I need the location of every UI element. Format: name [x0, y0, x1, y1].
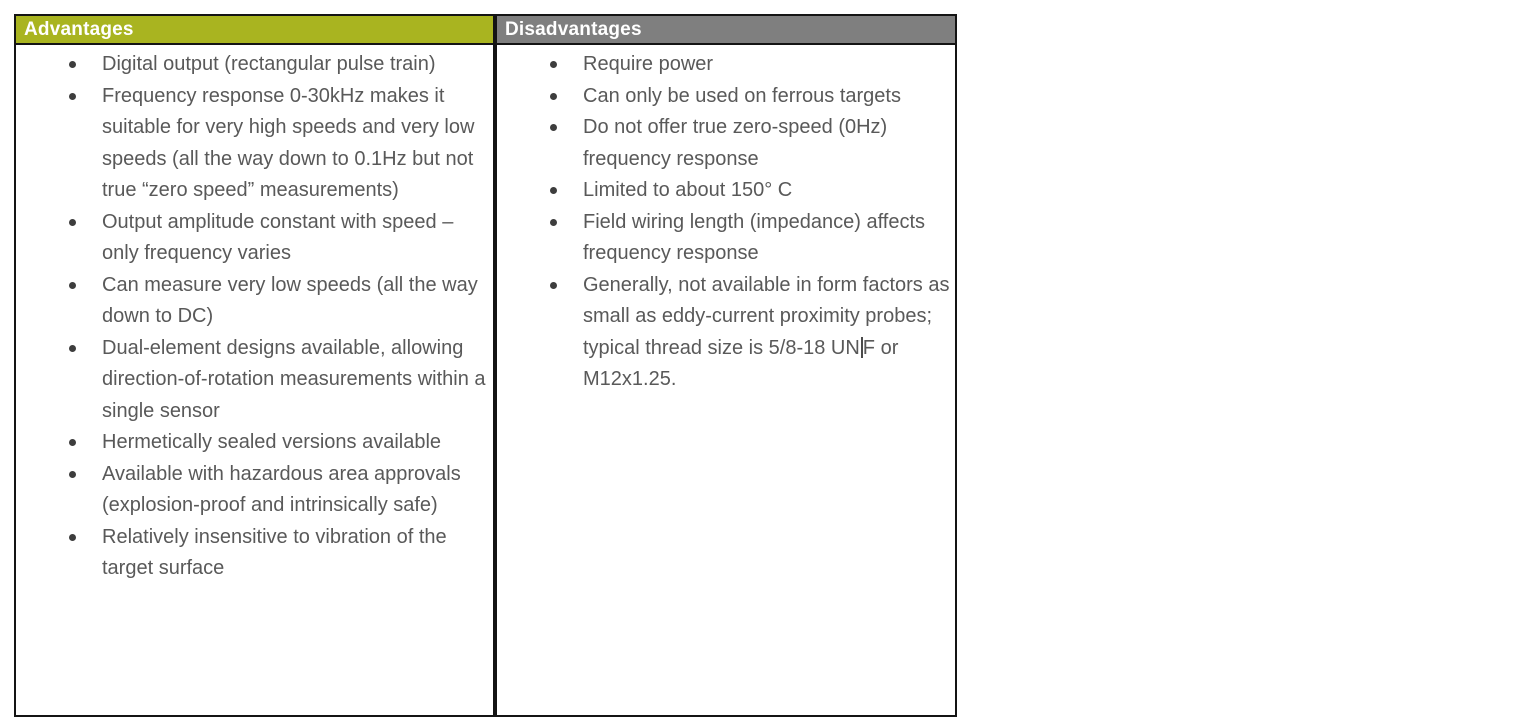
- bullet-icon: [69, 282, 76, 289]
- advantages-column: [16, 16, 493, 715]
- list-item: [497, 175, 955, 207]
- list-item: [497, 207, 955, 270]
- list-item: [16, 522, 493, 585]
- bullet-icon: [69, 439, 76, 446]
- disadvantages-header: Disadvantages: [497, 16, 955, 45]
- bullet-icon: [550, 124, 557, 131]
- list-item-text: Dual-element designs available, allowing direction-of-rotation measurements within a single sensor: [102, 336, 486, 422]
- advantages-list: [16, 49, 493, 585]
- bullet-icon: [69, 219, 76, 226]
- bullet-icon: [550, 187, 557, 194]
- list-item-text: Available with hazardous area approvals (explosion-proof and intrinsically safe): [102, 462, 461, 516]
- bullet-icon: [550, 282, 557, 289]
- list-item: [16, 427, 493, 459]
- list-item: [16, 207, 493, 270]
- list-item-text: Digital output (rectangular pulse train): [102, 53, 436, 75]
- list-item-text: Relatively insensitive to vibration of the target surface: [102, 525, 447, 579]
- list-item-text: Frequency response 0-30kHz makes it suitable for very high speeds and very low speeds (all the way down to 0.1Hz but not true “zero speed” measurements): [102, 84, 475, 201]
- list-item: [16, 333, 493, 428]
- list-item: [497, 112, 955, 175]
- list-item-text: Can only be used on ferrous targets: [583, 84, 901, 107]
- list-item-text: Hermetically sealed versions available: [102, 431, 442, 453]
- list-item-text: Field wiring length (impedance) affects frequency response: [583, 210, 926, 264]
- list-item: [16, 81, 493, 207]
- disadvantages-list: [497, 49, 955, 396]
- list-item-text: Generally, not available in form factors as small as eddy-current proximity probes; typical thread size is 5/8-18 UN F or M12x1.25.: [583, 273, 950, 390]
- list-item-text: Do not offer true zero-speed (0Hz) frequency response: [583, 116, 888, 170]
- list-item: [497, 49, 955, 81]
- bullet-icon: [69, 345, 76, 352]
- bullet-icon: [69, 471, 76, 478]
- list-item-text: Limited to about 150° C: [583, 179, 793, 201]
- list-item-text: Require power: [583, 53, 714, 75]
- text-cursor: [861, 337, 863, 358]
- list-item: [497, 81, 955, 113]
- bullet-icon: [550, 93, 557, 100]
- list-item: [497, 270, 955, 396]
- list-item-text: Output amplitude constant with speed – only frequency varies: [102, 210, 454, 264]
- list-item: [16, 49, 493, 81]
- bullet-icon: [550, 219, 557, 226]
- advantages-header: Advantages: [16, 16, 493, 45]
- disadvantages-column: [497, 16, 955, 715]
- bullet-icon: [69, 534, 76, 541]
- bullet-icon: [69, 93, 76, 100]
- list-item: [16, 270, 493, 333]
- list-item-text: Can measure very low speeds (all the way down to DC): [102, 273, 478, 327]
- bullet-icon: [550, 61, 557, 68]
- list-item: [16, 459, 493, 522]
- bullet-icon: [69, 61, 76, 68]
- pros-cons-table: [14, 14, 957, 717]
